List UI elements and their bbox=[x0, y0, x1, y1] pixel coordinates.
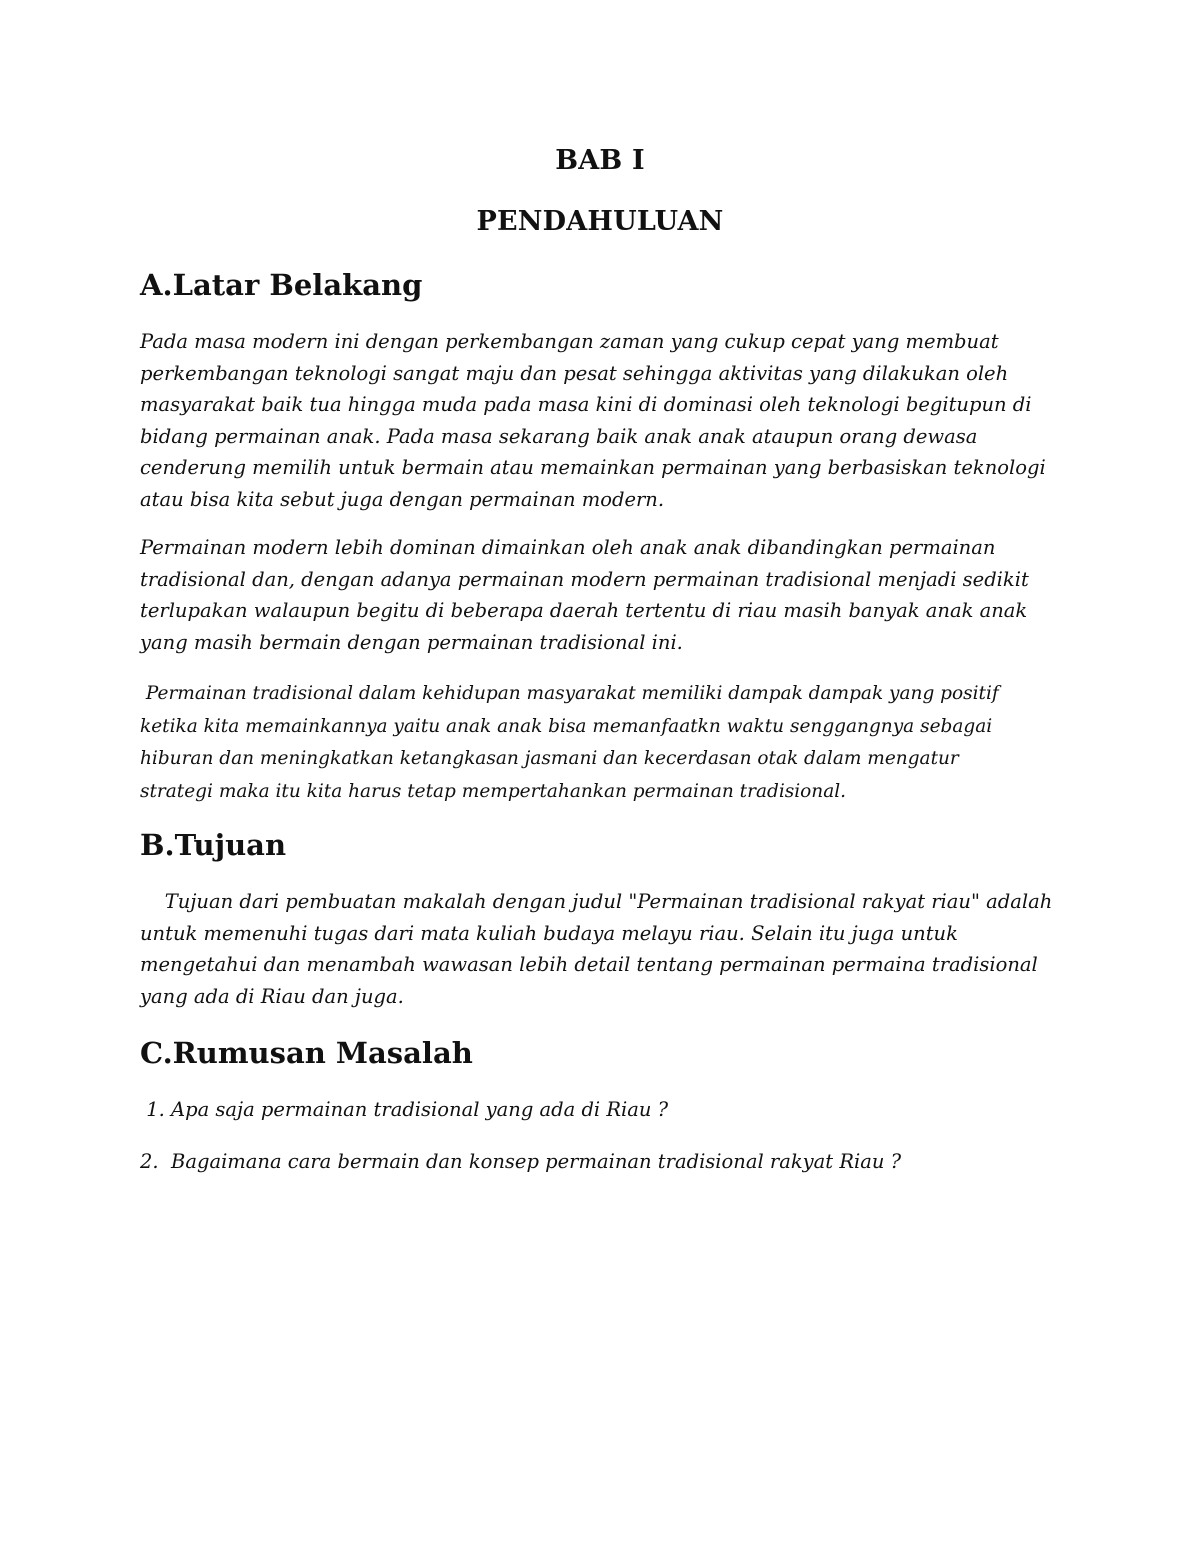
list-item: 2. Bagaimana cara bermain dan konsep permainan tradisional rakyat Riau ? bbox=[140, 1150, 902, 1173]
latar-belakang-paragraph-2 bbox=[140, 536, 1065, 662]
section-heading-latar-belakang: A.Latar Belakang bbox=[140, 268, 423, 302]
latar-belakang-paragraph-3 bbox=[140, 683, 1065, 813]
chapter-number: BAB I bbox=[555, 145, 645, 176]
paragraph-line: terlupakan walaupun begitu di beberapa daerah tertentu di riau masih banyak anak anak bbox=[140, 599, 1028, 622]
paragraph-line: Tujuan dari pembuatan makalah dengan judul "Permainan tradisional rakyat riau" adalah bbox=[140, 890, 1053, 913]
tujuan-paragraph bbox=[140, 890, 1065, 1016]
section-heading-tujuan: B.Tujuan bbox=[140, 828, 287, 862]
paragraph-line: bidang permainan anak. Pada masa sekarang baik anak anak ataupun orang dewasa bbox=[140, 424, 978, 448]
paragraph-line: mengetahui dan menambah wawasan lebih detail tentang permainan permaina tradisional bbox=[140, 953, 1038, 976]
paragraph-line: Permainan modern lebih dominan dimainkan oleh anak anak dibandingkan permainan bbox=[140, 536, 996, 559]
paragraph-line: Pada masa modern ini dengan perkembangan zaman yang cukup cepat yang membuat bbox=[140, 330, 999, 353]
chapter-title: PENDAHULUAN bbox=[476, 206, 724, 237]
paragraph-line: Permainan tradisional dalam kehidupan masyarakat memiliki dampak dampak yang positif bbox=[140, 683, 999, 704]
paragraph-line: atau bisa kita sebut juga dengan permainan modern. bbox=[140, 487, 665, 511]
paragraph-line: hiburan dan meningkatkan ketangkasan jasmani dan kecerdasan otak dalam mengatur bbox=[140, 748, 959, 769]
section-heading-rumusan-masalah: C.Rumusan Masalah bbox=[140, 1036, 473, 1070]
paragraph-line: masyarakat baik tua hingga muda pada masa kini di dominasi oleh teknologi begitupun di bbox=[140, 393, 1032, 416]
paragraph-line: strategi maka itu kita harus tetap mempertahankan permainan tradisional. bbox=[140, 780, 847, 802]
paragraph-line: tradisional dan, dengan adanya permainan modern permainan tradisional menjadi sedikit bbox=[140, 567, 1029, 591]
paragraph-line: ketika kita memainkannya yaitu anak anak bisa memanfaatkn waktu senggangnya sebagai bbox=[140, 715, 993, 737]
paragraph-line: untuk memenuhi tugas dari mata kuliah budaya melayu riau. Selain itu juga untuk bbox=[140, 921, 958, 945]
list-item: 1. Apa saja permainan tradisional yang ada di Riau ? bbox=[140, 1098, 669, 1121]
paragraph-line: yang masih bermain dengan permainan tradisional ini. bbox=[140, 630, 683, 654]
paragraph-line: yang ada di Riau dan juga. bbox=[140, 984, 404, 1008]
paragraph-line: perkembangan teknologi sangat maju dan pesat sehingga aktivitas yang dilakukan oleh bbox=[140, 361, 1009, 385]
latar-belakang-paragraph-1 bbox=[140, 330, 1065, 519]
paragraph-line: cenderung memilih untuk bermain atau memainkan permainan yang berbasiskan teknologi bbox=[140, 456, 1046, 479]
